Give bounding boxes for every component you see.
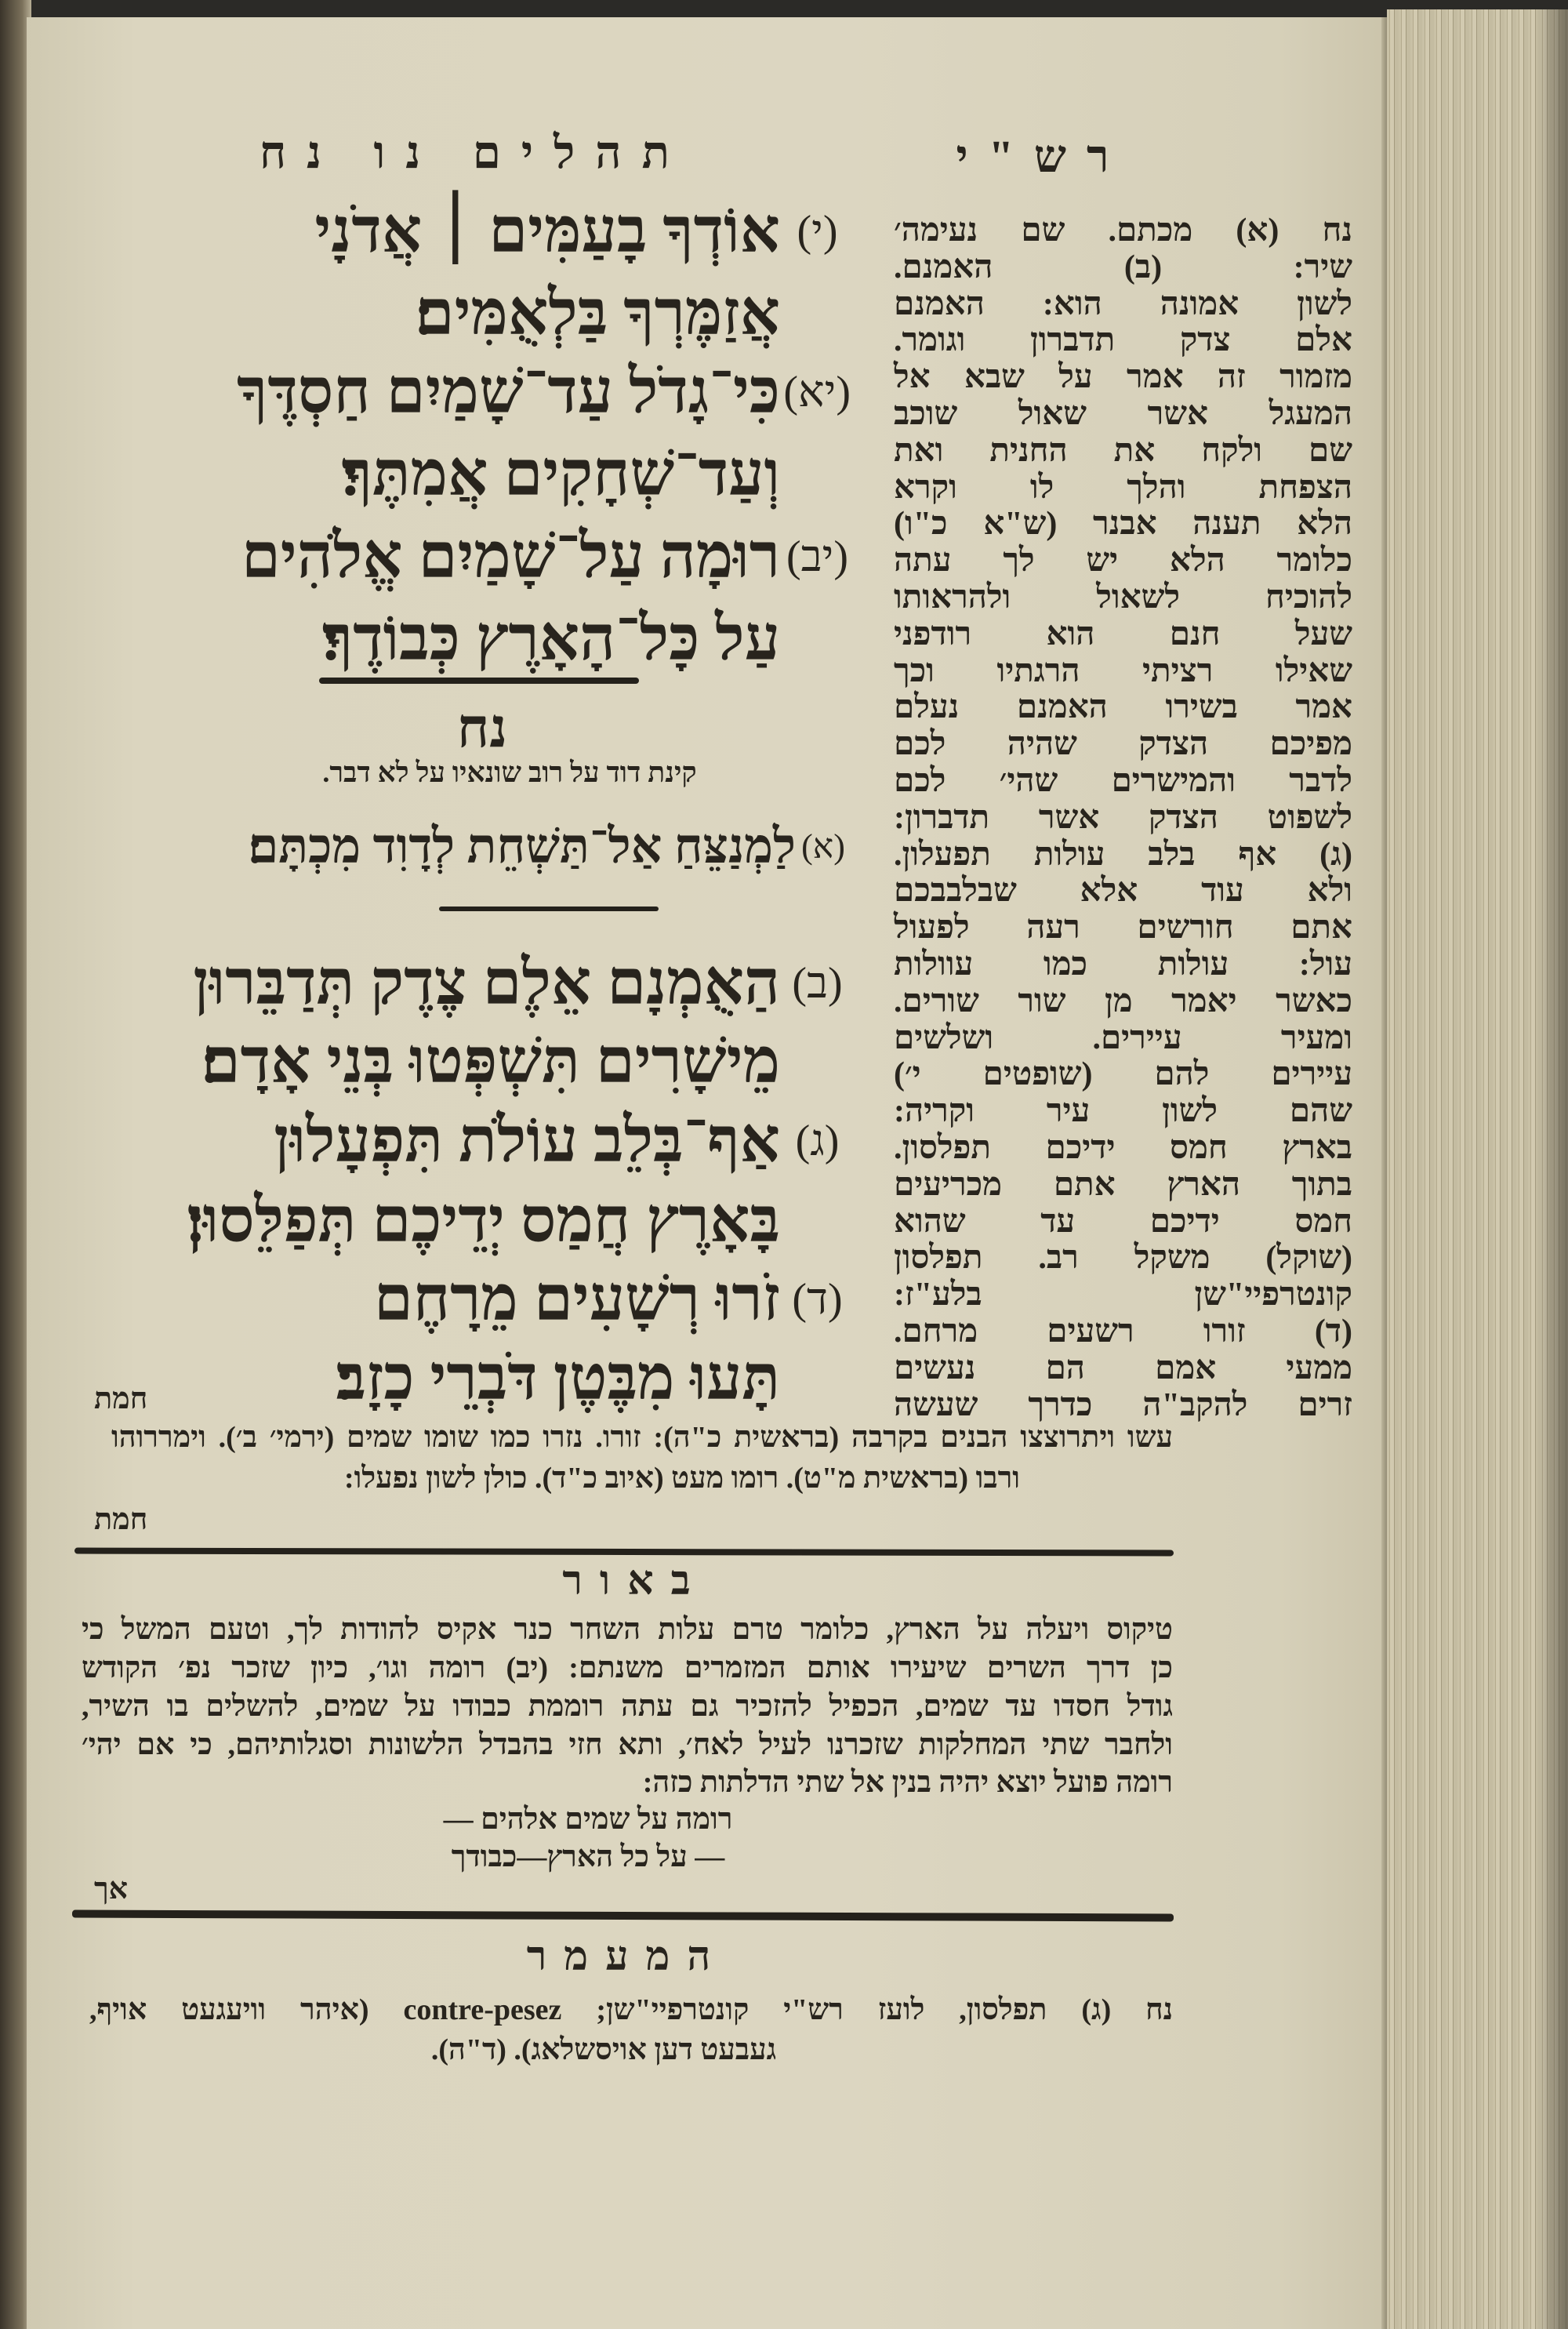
verse-number: (יא) [783, 368, 851, 416]
biur-title: באור [562, 1559, 708, 1604]
verse-line: אַף־בְּלֵב עוֹלֹת תִּפְעָלוּן [274, 1106, 780, 1175]
rashi-line: ממעי אמם הם נעשים [894, 1350, 1352, 1386]
divider [319, 678, 639, 684]
verse-number: (א) [801, 827, 845, 866]
rashi-line: מזמור זה אמר על שבא אל [894, 359, 1352, 395]
rashi-line: שהם לשון עיר וקריה: [894, 1093, 1352, 1129]
divider [439, 907, 659, 911]
catchword: אך [94, 1873, 129, 1906]
rashi-line: שאילו רציתי הרגתיו וכך [894, 653, 1352, 689]
rashi-line: עול: עולות כמו עוולות [894, 946, 1352, 983]
rashi-line: נח (א) מכתם. שם נעימה׳ [894, 213, 1352, 249]
page-edges [1387, 9, 1568, 2329]
rashi-continuation-line: עשו ויתרוצצו הבנים בקרבה (בראשית כ"ה): זורו. נזרו כמו שומו שמים (ירמי׳ ב׳). וימררוהו [111, 1421, 1173, 1454]
running-head-rashi: רש"י [956, 131, 1130, 182]
verse-line: תָּעוּ מִבֶּטֶן דֹּבְרֵי כָזָב׃ [336, 1344, 780, 1413]
biur-line: טיקוס ויעלה על הארץ, כלומר טרם עלות השחר כנר אקיס להודות לך, וטעם המשל כי [82, 1613, 1173, 1646]
rashi-line: כאשר יאמר מן שור שורים. [894, 983, 1352, 1019]
biur-poem-line: רומה על שמים אלהים — [443, 1803, 733, 1836]
rashi-line: הצפחת והלך לו וקרא [894, 470, 1352, 506]
rashi-line: שעל חנם הוא רודפני [894, 616, 1352, 652]
verse-number: (ב) [792, 959, 843, 1008]
rashi-line: ומעיר עיירים. ושלשים [894, 1020, 1352, 1056]
rashi-line: להוכיח לשאול ולהראותו [894, 580, 1352, 616]
rashi-line: (שוקל) משקל רב. תפלסון [894, 1240, 1352, 1276]
rashi-line: אלם צדק תדברון וגומר. [894, 322, 1352, 358]
psalm-58-title: נח [456, 699, 508, 759]
rashi-line: שם ולקח את החנית ואת [894, 433, 1352, 469]
rashi-line: חמס ידיכם עד שהוא [894, 1204, 1352, 1240]
psalm-58-subtitle: קינת דוד על רוב שונאיו על לא דבר. [322, 757, 697, 788]
rashi-line: אמר בשירו האמנם נעלם [894, 689, 1352, 725]
rashi-line: זרים להקב"ה כדרך שעשה [894, 1387, 1352, 1423]
hameamer-line: נח (ג) תפלסון, לועז רש"י קונטרפיי"שן; contre-pesez (איהר וויעגעט אויף, [89, 1993, 1173, 2026]
running-head-psalms: תהלים נו נח [259, 127, 690, 178]
catchword: חמת [94, 1383, 148, 1415]
verse-line: עַל כָּל־הָאָרֶץ כְּבוֹדֶךָ׃ [321, 605, 780, 674]
rashi-line: בארץ חמס ידיכם תפלסון. [894, 1130, 1352, 1166]
hameamer-title: המעמר [526, 1935, 728, 1979]
biur-line: רומה פועל יוצא יהיה בנין אל שתי הדלתות כזה: [642, 1766, 1173, 1799]
verse-number: (י) [797, 207, 838, 256]
verse-line: כִּי־גָדֹל עַד־שָׁמַיִם חַסְדֶּךָ [237, 358, 780, 427]
rashi-line: מפיכם הצדק שהיה לכם [894, 726, 1352, 762]
verse-number: (יב) [786, 532, 848, 581]
biur-line: ולחבר שתי המחלקות שזכרנו לעיל לאח׳, ותא חזי בהבדל הלשונות וסגלותיהם, כי אם יהי׳ [82, 1728, 1173, 1761]
rashi-continuation-line: ורבו (בראשית מ"ט). רומו מעט (איוב כ"ד). כולן לשון נפעלו: [343, 1462, 1021, 1495]
catchword: חמת [94, 1503, 148, 1536]
verse-line: הַאֻמְנָם אֵלֶם צֶדֶק תְּדַבֵּרוּן [193, 949, 780, 1018]
rashi-line: לשון אמונה הוא: האמנם [894, 286, 1352, 322]
rashi-line: המעגל אשר שאול שוכב [894, 396, 1352, 432]
hameamer-line: געבעט דען אויסשלאג). (ד"ה). [430, 2033, 777, 2066]
biur-line: גודל חסדו עד שמים, הכפיל להזכיר גם עתה רוממת כבודו על שמים, להשלים בו השיר, [82, 1690, 1173, 1723]
verse-line: וְעַד־שְׁחָקִים אֲמִתֶּךָ׃ [341, 440, 780, 509]
verse-number: (ג) [795, 1117, 840, 1165]
verse-line: זֹרוּ רְשָׁעִים מֵרָחֶם [373, 1265, 780, 1334]
verse-line: אֲזַמֶּרְךָ בַּלְאֻמִּים׃ [415, 279, 780, 348]
rashi-line: (ג) אף בלב עולות תפעלון. [894, 837, 1352, 873]
rashi-line: לדבר והמישרים שהי׳ לכם [894, 763, 1352, 799]
rashi-line: קונטרפיי"שן בלע"ז: [894, 1277, 1352, 1313]
verse-line: רוּמָה עַל־שָׁמַיִם אֱלֹהִים [241, 522, 780, 591]
rashi-line: שיר: (ב) האמנם. [894, 249, 1352, 285]
verse-line: אוֹדְךָ בָעַמִּים ׀ אֲדֹנָי [314, 197, 780, 266]
biur-poem-line: — על כל הארץ—כבודך [451, 1840, 725, 1873]
verse-text: לַמְנַצֵּחַ אַל־תַּשְׁחֵת לְדָוִד מִכְתָּם׃ [248, 820, 796, 874]
rashi-line: אתם חורשים רעה לפעול [894, 910, 1352, 946]
biur-line: כן דרך השרים שיעירו אותם המזמרים משנתם: (יב) רומה וגו׳, כיון שזכר נפ׳ הקודש [82, 1651, 1173, 1684]
rashi-line: ולא עוד אלא שבלבבכם [894, 873, 1352, 909]
verse-line: מֵישָׁרִים תִּשְׁפְּטוּ בְּנֵי אָדָם׃ [201, 1027, 780, 1096]
rashi-line: בתוך הארץ אתם מכריעים [894, 1167, 1352, 1203]
verse-number: (ד) [792, 1275, 843, 1324]
rashi-line: (ד) זורו רשעים מרחם. [894, 1313, 1352, 1350]
rashi-line: כלומר הלא יש לך עתה [894, 543, 1352, 579]
rashi-line: עיירים להם (שופטים י׳) [894, 1056, 1352, 1092]
rashi-line: לשפוט הצדק אשר תדברון: [894, 800, 1352, 836]
verse-line: בָּאָרֶץ חֲמַס יְדֵיכֶם תְּפַלֵּסוּן׃ [187, 1186, 780, 1255]
rashi-line: הלא תענה אבנר (ש"א כ"ו) [894, 506, 1352, 542]
